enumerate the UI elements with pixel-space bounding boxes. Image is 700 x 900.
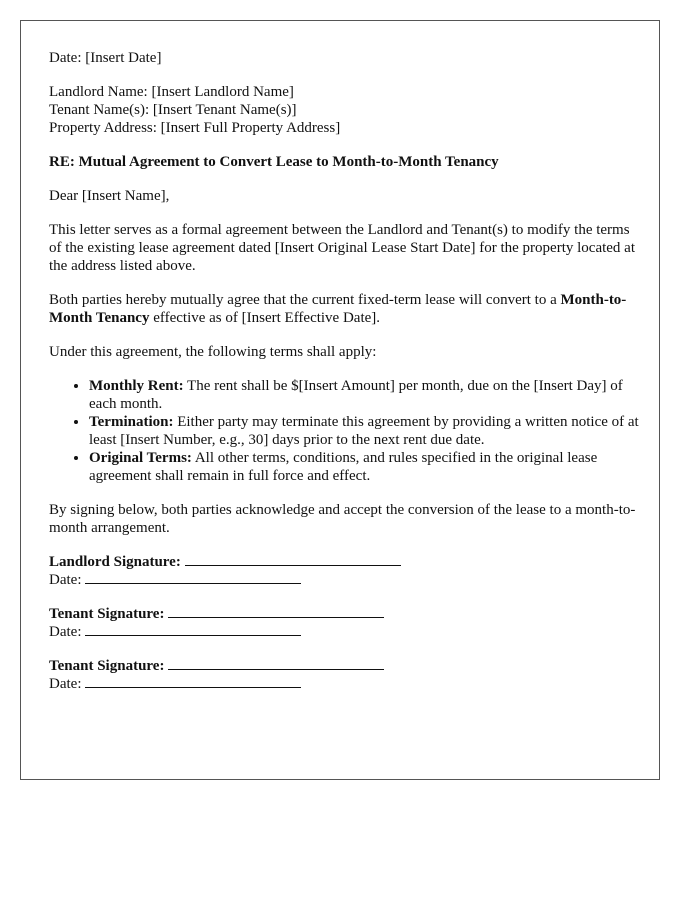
intro-paragraph: This letter serves as a formal agreement between the Landlord and Tenant(s) to modify the terms of the existing lease agreement dated [Insert Original Lease Start Date] for the property located at the address listed above. <box>49 222 636 274</box>
date-label: Date: <box>49 624 82 640</box>
signature-label: Landlord Signature: <box>49 554 181 570</box>
tenant-names-line: Tenant Name(s): [Insert Tenant Name(s)] <box>49 102 297 118</box>
letter-body <box>49 49 639 709</box>
tenant-signature-block-1 <box>49 605 639 641</box>
signature-line <box>49 605 639 623</box>
term-text: Either party may terminate this agreement by providing a written notice of at least [Insert Number, e.g., 30] days prior to the next rent due date. <box>89 414 639 448</box>
terms-list <box>49 377 639 485</box>
landlord-name-line: Landlord Name: [Insert Landlord Name] <box>49 84 294 100</box>
agreement-tenancy-type: Month-to-Month Tenancy <box>49 292 627 326</box>
signature-line <box>49 553 639 571</box>
term-text: The rent shall be $[Insert Amount] per month, due on the [Insert Day] of each month. <box>89 378 623 412</box>
parties-block <box>49 83 639 137</box>
date-label: Date: <box>49 572 82 588</box>
term-label: Monthly Rent: <box>89 378 184 394</box>
agreement-text-before: Both parties hereby mutually agree that the current fixed-term lease will convert to a <box>49 292 561 308</box>
document-page <box>20 20 660 780</box>
term-item-original-terms <box>89 449 639 485</box>
signature-label: Tenant Signature: <box>49 658 165 674</box>
date-label: Date: <box>49 676 82 692</box>
term-item-termination <box>89 413 639 449</box>
property-address-line: Property Address: [Insert Full Property Address] <box>49 120 341 136</box>
signature-line <box>49 657 639 675</box>
date-line-signature <box>49 623 639 641</box>
landlord-signature-block <box>49 553 639 589</box>
salutation: Dear [Insert Name], <box>49 188 170 204</box>
closing-paragraph: By signing below, both parties acknowledge and accept the conversion of the lease to a month-to-month arrangement. <box>49 502 636 536</box>
date-blank[interactable] <box>85 571 301 584</box>
signature-label: Tenant Signature: <box>49 606 165 622</box>
subject-line: RE: Mutual Agreement to Convert Lease to Month-to-Month Tenancy <box>49 154 499 170</box>
term-label: Termination: <box>89 414 174 430</box>
date-blank[interactable] <box>85 675 301 688</box>
date-blank[interactable] <box>85 623 301 636</box>
signature-blank[interactable] <box>168 605 384 618</box>
term-text: All other terms, conditions, and rules specified in the original lease agreement shall remain in full force and effect. <box>89 450 598 484</box>
agreement-paragraph <box>49 291 639 327</box>
date-line: Date: [Insert Date] <box>49 50 162 66</box>
agreement-text-after: effective as of [Insert Effective Date]. <box>149 310 381 326</box>
terms-intro: Under this agreement, the following terms shall apply: <box>49 344 377 360</box>
signature-blank[interactable] <box>168 657 384 670</box>
signature-blank[interactable] <box>185 553 401 566</box>
term-item-monthly-rent <box>89 377 639 413</box>
date-line-signature <box>49 571 639 589</box>
tenant-signature-block-2 <box>49 657 639 693</box>
term-label: Original Terms: <box>89 450 192 466</box>
date-line-signature <box>49 675 639 693</box>
